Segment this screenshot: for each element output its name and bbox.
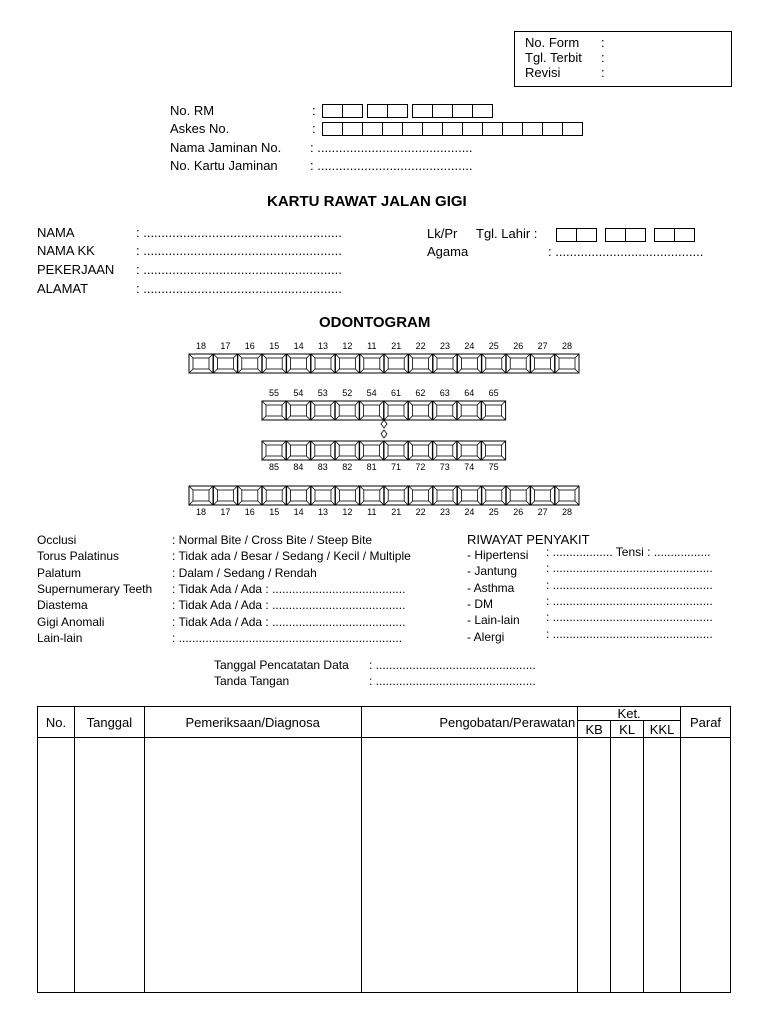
clinical-label-diastema: Diastema	[37, 598, 88, 613]
odontogram-title: ODONTOGRAM	[319, 314, 431, 331]
upper-adult-tooth-label: 11	[367, 341, 377, 351]
lower-child-tooth[interactable]	[360, 441, 384, 460]
lower-child-tooth[interactable]	[311, 441, 335, 460]
lower-child-tooth[interactable]	[286, 441, 310, 460]
upper-adult-tooth-label: 18	[195, 341, 207, 351]
lower-adult-tooth-label: 27	[537, 507, 548, 517]
lower-adult-tooth[interactable]	[335, 486, 359, 505]
riwayat-value-asthma[interactable]: : ................................................	[546, 577, 713, 592]
lower-adult-tooth-label: 11	[367, 507, 377, 517]
no-kartu-label: No. Kartu Jaminan	[170, 158, 278, 173]
upper-adult-tooth-label: 14	[293, 341, 304, 351]
lower-adult-tooth-label: 25	[488, 507, 499, 517]
lower-child-tooth-label: 73	[439, 462, 450, 472]
upper-adult-tooth[interactable]	[433, 354, 457, 373]
lkpr-label: Lk/Pr	[427, 226, 458, 241]
upper-adult-tooth[interactable]	[262, 354, 286, 373]
upper-adult-tooth[interactable]	[213, 354, 237, 373]
clinical-value-supernumerary[interactable]: : Tidak Ada / Ada : ........................................	[172, 581, 406, 596]
riwayat-label-alergi: - Alergi	[467, 629, 505, 644]
lower-child-tooth-label: 84	[293, 462, 304, 472]
upper-child-tooth[interactable]	[311, 401, 335, 420]
upper-adult-tooth-label: 13	[317, 341, 329, 351]
table-cell[interactable]	[38, 738, 75, 993]
upper-adult-tooth[interactable]	[482, 354, 506, 373]
no-kartu-dots[interactable]: : ...........................................	[310, 158, 473, 173]
riwayat-label-lain-lain: - Lain-lain	[467, 613, 520, 628]
col-pengobatan-header: Pengobatan/Perawatan	[361, 707, 578, 738]
clinical-label-torus: Torus Palatinus	[37, 549, 120, 564]
lower-adult-tooth-label: 22	[415, 507, 426, 517]
lower-adult-tooth-label: 15	[269, 507, 280, 517]
lower-adult-tooth[interactable]	[482, 486, 506, 505]
upper-adult-tooth[interactable]	[531, 354, 555, 373]
upper-adult-tooth-label: 17	[220, 341, 231, 351]
upper-child-tooth-label: 62	[415, 388, 426, 398]
askes-no-label: Askes No.	[170, 121, 230, 136]
col-kkl-header: KKL	[644, 721, 681, 738]
form-revisi-label: Revisi	[525, 65, 561, 80]
clinical-value-lain-lain[interactable]: : ...................................................................	[172, 630, 403, 645]
upper-adult-tooth-label: 16	[244, 341, 255, 351]
lower-child-tooth-label: 81	[366, 462, 377, 472]
upper-child-tooth-label: 55	[268, 388, 280, 398]
riwayat-value-hipertensi[interactable]: : .................. Tensi : .................	[546, 545, 711, 559]
upper-adult-tooth[interactable]	[506, 354, 530, 373]
lower-adult-tooth[interactable]	[262, 486, 286, 505]
riwayat-title: RIWAYAT PENYAKIT	[467, 532, 590, 547]
lower-adult-tooth[interactable]	[506, 486, 530, 505]
upper-child-tooth[interactable]	[433, 401, 457, 420]
lower-adult-tooth[interactable]	[457, 486, 481, 505]
lower-child-tooth-label: 85	[268, 462, 280, 472]
nama-kk-label: NAMA KK	[37, 243, 95, 258]
lower-child-tooth[interactable]	[335, 441, 359, 460]
upper-adult-tooth[interactable]	[335, 354, 359, 373]
table-cell[interactable]	[681, 738, 731, 993]
col-kb-header: KB	[578, 721, 611, 738]
lower-child-tooth-label: 82	[342, 462, 353, 472]
tanda-tangan-dots[interactable]: : ................................................	[369, 674, 536, 688]
lower-adult-tooth-label: 14	[293, 507, 304, 517]
lower-adult-tooth-label: 18	[195, 507, 207, 517]
clinical-label-lain-lain: Lain-lain	[37, 630, 83, 645]
upper-adult-tooth-label: 22	[415, 341, 426, 351]
form-no-label: No. Form	[525, 35, 580, 50]
upper-adult-tooth[interactable]	[409, 354, 433, 373]
lower-adult-tooth[interactable]	[409, 486, 433, 505]
clinical-value-torus[interactable]: : Tidak ada / Besar / Sedang / Kecil / Multiple	[172, 549, 411, 564]
clinical-label-supernumerary: Supernumerary Teeth	[37, 581, 153, 596]
lower-adult-tooth[interactable]	[311, 486, 335, 505]
col-ket-header: Ket.	[578, 707, 681, 721]
lower-adult-tooth[interactable]	[555, 486, 579, 505]
lower-adult-tooth-label: 17	[220, 507, 231, 517]
lower-child-tooth[interactable]	[457, 441, 481, 460]
upper-adult-tooth-label: 28	[561, 341, 573, 351]
clinical-value-gigi-anomali[interactable]: : Tidak Ada / Ada : ........................................	[172, 614, 406, 629]
upper-adult-tooth-label: 23	[439, 341, 451, 351]
clinical-label-gigi-anomali: Gigi Anomali	[37, 614, 105, 629]
nama-kk-dots[interactable]: : .......................................................	[136, 243, 342, 258]
midline-marker	[381, 420, 387, 438]
alamat-dots[interactable]: : .......................................................	[136, 281, 342, 296]
riwayat-label-asthma: - Asthma	[467, 580, 515, 595]
riwayat-value-dm[interactable]: : ................................................	[546, 593, 713, 608]
riwayat-label-hipertensi: - Hipertensi	[467, 548, 529, 562]
upper-adult-tooth[interactable]	[311, 354, 335, 373]
upper-child-tooth-label: 64	[464, 388, 475, 398]
upper-adult-tooth[interactable]	[384, 354, 408, 373]
col-tanggal-header: Tanggal	[74, 707, 144, 738]
upper-child-tooth[interactable]	[286, 401, 310, 420]
clinical-label-palatum: Palatum	[37, 565, 82, 580]
upper-child-tooth[interactable]	[482, 401, 506, 420]
lower-adult-tooth-label: 26	[513, 507, 524, 517]
upper-child-tooth-label: 54	[293, 388, 304, 398]
upper-child-tooth[interactable]	[360, 401, 384, 420]
form-revisi-sep: :	[601, 65, 605, 80]
tgl-lahir-label: Tgl. Lahir :	[476, 226, 538, 241]
agama-dots[interactable]: : .........................................	[548, 244, 704, 259]
form-tgl-sep: :	[601, 50, 605, 65]
upper-child-tooth[interactable]	[262, 401, 286, 420]
upper-child-tooth[interactable]	[384, 401, 408, 420]
lower-adult-tooth[interactable]	[531, 486, 555, 505]
upper-adult-tooth-label: 24	[464, 341, 475, 351]
lower-adult-tooth[interactable]	[287, 486, 311, 505]
form-tgl-label: Tgl. Terbit	[525, 50, 582, 65]
nama-dots[interactable]: : .......................................................	[136, 225, 342, 240]
lower-child-tooth-label: 74	[464, 462, 475, 472]
no-rm-label: No. RM	[170, 103, 215, 118]
pekerjaan-label: PEKERJAAN	[37, 262, 115, 277]
upper-child-tooth-label: 52	[342, 388, 353, 398]
upper-adult-tooth[interactable]	[287, 354, 311, 373]
upper-adult-tooth-label: 27	[537, 341, 548, 351]
upper-adult-tooth-label: 26	[513, 341, 524, 351]
riwayat-value-alergi[interactable]: : ................................................	[546, 626, 713, 641]
lower-adult-tooth-label: 12	[342, 507, 353, 517]
upper-child-tooth[interactable]	[457, 401, 481, 420]
tanggal-pencatatan-dots[interactable]: : ................................................	[369, 658, 536, 672]
upper-child-tooth-label: 65	[488, 388, 499, 398]
lower-adult-tooth-label: 16	[244, 507, 255, 517]
upper-child-tooth-label: 54	[366, 388, 377, 398]
lower-child-tooth[interactable]	[482, 441, 506, 460]
form-no-sep: :	[601, 35, 605, 50]
lower-child-tooth[interactable]	[262, 441, 286, 460]
lower-child-tooth-label: 75	[488, 462, 499, 472]
no-rm-colon: :	[312, 103, 316, 118]
table-cell[interactable]	[361, 738, 578, 993]
upper-adult-tooth[interactable]	[555, 354, 579, 373]
lower-adult-tooth[interactable]	[238, 486, 262, 505]
lower-adult-tooth-label: 28	[561, 507, 573, 517]
riwayat-label-jantung: - Jantung	[467, 564, 518, 579]
table-cell[interactable]	[144, 738, 361, 993]
riwayat-label-dm: - DM	[467, 596, 493, 611]
upper-child-tooth-label: 61	[390, 388, 402, 398]
clinical-value-palatum[interactable]: : Dalam / Sedang / Rendah	[172, 565, 317, 580]
clinical-label-occlusi: Occlusi	[37, 533, 77, 547]
record-table	[37, 706, 731, 993]
tanda-tangan-label: Tanda Tangan	[214, 674, 290, 688]
lower-child-tooth-label: 83	[317, 462, 328, 472]
upper-adult-tooth-label: 21	[391, 341, 402, 351]
upper-adult-tooth-label: 25	[488, 341, 499, 351]
table-cell[interactable]	[611, 738, 644, 993]
lower-child-tooth-label: 71	[390, 462, 402, 472]
table-cell[interactable]	[578, 738, 611, 993]
table-cell[interactable]	[74, 738, 144, 993]
upper-child-tooth-label: 53	[317, 388, 328, 398]
col-paraf-header: Paraf	[681, 707, 731, 738]
table-cell[interactable]	[644, 738, 681, 993]
agama-label: Agama	[427, 244, 469, 259]
lower-adult-tooth-label: 24	[464, 507, 475, 517]
col-pemeriksaan-header: Pemeriksaan/Diagnosa	[144, 707, 361, 738]
nama-jaminan-dots[interactable]: : ...........................................	[310, 140, 473, 155]
col-kl-header: KL	[611, 721, 644, 738]
riwayat-value-lain-lain[interactable]: : ................................................	[546, 610, 713, 625]
lower-child-tooth-label: 72	[415, 462, 426, 472]
lower-adult-tooth-label: 23	[439, 507, 451, 517]
tanggal-pencatatan-label: Tanggal Pencatatan Data	[214, 658, 349, 672]
riwayat-value-jantung[interactable]: : ................................................	[546, 561, 713, 576]
upper-child-tooth[interactable]	[335, 401, 359, 420]
clinical-value-diastema[interactable]: : Tidak Ada / Ada : ........................................	[172, 598, 406, 613]
nama-label: NAMA	[37, 225, 75, 240]
lower-adult-tooth[interactable]	[433, 486, 457, 505]
clinical-value-occlusi[interactable]: : Normal Bite / Cross Bite / Steep Bite	[172, 533, 373, 547]
lower-adult-tooth-label: 21	[391, 507, 402, 517]
upper-child-tooth-label: 63	[439, 388, 450, 398]
nama-jaminan-label: Nama Jaminan No.	[170, 140, 282, 155]
lower-adult-tooth[interactable]	[213, 486, 237, 505]
askes-no-colon: :	[312, 121, 316, 136]
lower-child-tooth[interactable]	[433, 441, 457, 460]
pekerjaan-dots[interactable]: : .......................................................	[136, 262, 342, 277]
page-title: KARTU RAWAT JALAN GIGI	[267, 193, 467, 210]
col-no-header: No.	[38, 707, 75, 738]
upper-adult-tooth[interactable]	[238, 354, 262, 373]
upper-adult-tooth-label: 15	[269, 341, 280, 351]
lower-adult-tooth[interactable]	[384, 486, 408, 505]
upper-adult-tooth[interactable]	[360, 354, 384, 373]
upper-child-tooth[interactable]	[408, 401, 432, 420]
lower-child-tooth[interactable]	[408, 441, 432, 460]
upper-adult-tooth[interactable]	[189, 354, 213, 373]
lower-adult-tooth[interactable]	[360, 486, 384, 505]
lower-child-tooth[interactable]	[384, 441, 408, 460]
alamat-label: ALAMAT	[37, 281, 89, 296]
upper-adult-tooth-label: 12	[342, 341, 353, 351]
upper-adult-tooth[interactable]	[457, 354, 481, 373]
lower-adult-tooth-label: 13	[317, 507, 329, 517]
lower-adult-tooth[interactable]	[189, 486, 213, 505]
